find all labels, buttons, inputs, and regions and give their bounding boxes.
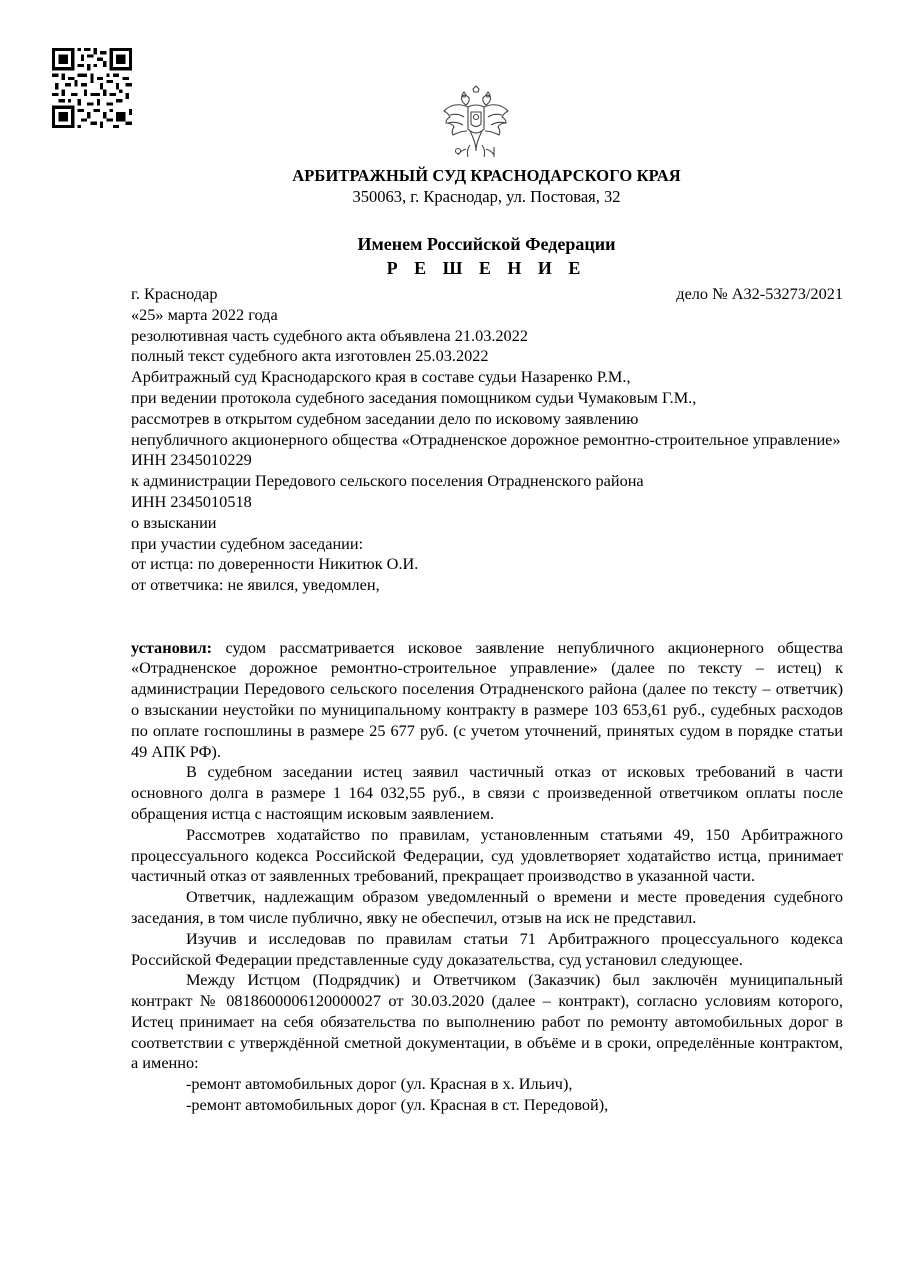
court-composition: Арбитражный суд Краснодарского края в составе судьи Назаренко Р.М., — [131, 367, 631, 387]
paragraph-3: Рассмотрев ходатайство по правилам, установленным статьями 49, 150 Арбитражного процессуального кодекса Российской Федерации, суд удовлетворяет ходатайство истца, принимает частичный отказ от заявленных требований, прекращает производство в указанной части. — [131, 824, 843, 886]
paragraph-established — [131, 638, 843, 763]
city-case-row — [131, 284, 843, 305]
case-number: дело № А32-53273/2021 — [676, 284, 843, 303]
protocol-keeper: при ведении протокола судебного заседания помощником судьи Чумаковым Г.М., — [131, 387, 697, 407]
resolution-announced: резолютивная часть судебного акта объявлена 21.03.2022 — [131, 325, 528, 345]
considering-line: рассмотрев в открытом судебном заседании дело по исковому заявлению — [131, 408, 639, 428]
decision-title: Р Е Ш Е Н И Е — [386, 258, 587, 278]
case-subject: о взыскании — [131, 512, 217, 532]
document-body — [131, 284, 843, 1116]
defendant-inn: ИНН 2345010518 — [131, 491, 252, 511]
paragraph-1-text: судом рассматривается исковое заявление непубличного акционерного общества «Отрадненское дорожное ремонтно-строительное управление» (далее по тексту – истец) к администрации Передового сельского поселения Отрадненского района (далее по тексту – ответчик) о взыскании неустойки по муниципальному контракту в размере 103 653,61 руб., судебных расходов по оплате госпошлины в размере 25 677 руб. (с учетом уточнений, принятых судом в порядке статьи 49 АПК РФ). — [131, 637, 843, 761]
decision-date: «25» марта 2022 года — [131, 304, 278, 324]
participation-heading: при участии судебном заседании: — [131, 533, 364, 553]
federation-heading: Именем Российской Федерации — [357, 234, 616, 254]
paragraph-2: В судебном заседании истец заявил частичный отказ от исковых требований в части основного долга в размере 1 164 032,55 руб., в связи с произведенной ответчиком оплаты после обращения истца с настоящим исковым заявлением. — [131, 762, 843, 823]
plaintiff-representative: от истца: по доверенности Никитюк О.И. — [131, 554, 419, 574]
court-name: АРБИТРАЖНЫЙ СУД КРАСНОДАРСКОГО КРАЯ — [292, 166, 681, 185]
coat-of-arms-emblem — [440, 85, 512, 161]
city: г. Краснодар — [131, 284, 218, 303]
qr-code-image — [52, 48, 132, 128]
paragraph-4: Ответчик, надлежащим образом уведомленный о времени и месте проведения судебного заседания, в том числе публично, явку не обеспечил, отзыв на иск не представил. — [131, 887, 843, 927]
court-address: 350063, г. Краснодар, ул. Постовая, 32 — [352, 187, 621, 206]
defendant-name: к администрации Передового сельского поселения Отрадненского района — [131, 471, 644, 491]
paragraph-6: Между Истцом (Подрядчик) и Ответчиком (Заказчик) был заключён муниципальный контракт № 0818600006120000027 от 30.03.2020 (далее – контракт), согласно условиям которого, Истец принимает на себя обязательства по выполнению работ по ремонту автомобильных дорог в соответствии с утверждённой сметной документации, в объёме и в сроки, определённые контрактом, а именно: — [131, 970, 843, 1073]
full-text-made: полный текст судебного акта изготовлен 25.03.2022 — [131, 346, 489, 366]
paragraph-5: Изучив и исследовав по правилам статьи 71 Арбитражного процессуального кодекса Российской Федерации представленные суду доказательства, суд установил следующее. — [131, 928, 843, 969]
plaintiff-name: непубличного акционерного общества «Отрадненское дорожное ремонтно-строительное управление» — [131, 429, 841, 449]
bullet-item-2: -ремонт автомобильных дорог (ул. Красная в ст. Передовой), — [186, 1095, 609, 1115]
defendant-representative: от ответчика: не явился, уведомлен, — [131, 575, 380, 595]
bullet-item-1: -ремонт автомобильных дорог (ул. Красная в х. Ильич), — [186, 1074, 573, 1094]
plaintiff-inn: ИНН 2345010229 — [131, 450, 252, 470]
established-label: установил: — [131, 637, 213, 657]
